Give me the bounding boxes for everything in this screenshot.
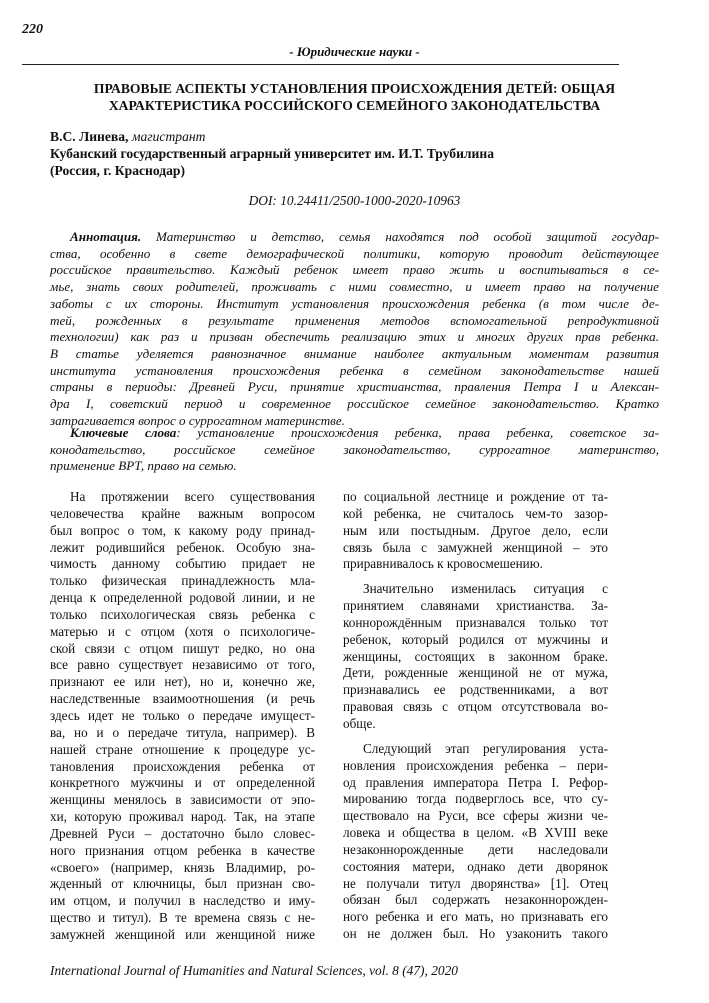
body-line: ществовало на Руси, все сферы жизни че- bbox=[343, 808, 608, 824]
body-line: только психологическая связь ребенка с bbox=[50, 606, 315, 622]
section-header: - Юридические науки - bbox=[289, 44, 420, 59]
paragraph-gap bbox=[343, 733, 608, 741]
body-line: Значительно изменилась ситуация с bbox=[363, 581, 608, 597]
body-line: ного признания отцом ребенка в качестве bbox=[50, 842, 315, 858]
body-line: Древней Руси – достаточно было словес- bbox=[50, 825, 315, 841]
body-line: человечества крайне важным вопросом bbox=[50, 505, 315, 521]
body-line: только физическая принадлежность мла- bbox=[50, 573, 315, 589]
abstract bbox=[50, 229, 659, 429]
body-line: жденный от ключницы, был признан сво- bbox=[50, 876, 315, 892]
body-line: конкретного мужчины и от определенной bbox=[50, 775, 315, 791]
body-line: щество и титул). В те времена связь с не- bbox=[50, 910, 315, 926]
body-line: признавались ее родственниками, а вот bbox=[343, 682, 608, 698]
body-line: наследственные взаимоотношения (и речь bbox=[50, 691, 315, 707]
body-line: правовая связь с отцом отсутствовала во- bbox=[343, 699, 608, 715]
doi: DOI: 10.24411/2500-1000-2020-10963 bbox=[248, 193, 461, 208]
abstract-line: страны в периоды: Древней Руси, принятие христианства, правления Петра I и Алексан- bbox=[50, 379, 659, 395]
keywords bbox=[50, 425, 659, 475]
abstract-line: Аннотация. Материнство и детство, семья находятся под особой защитой государ- bbox=[70, 229, 659, 244]
paragraph-gap bbox=[343, 573, 608, 581]
body-line: тановления происхождения ребенка от bbox=[50, 758, 315, 774]
body-line: ловека и общества в целом. «В XVIII веке bbox=[343, 825, 608, 841]
body-line: денца к определенной родовой линии, и не bbox=[50, 590, 315, 606]
body-line: замужней женщиной или женщиной ниже bbox=[50, 926, 315, 942]
body-line: ва, но и о передаче титула, например). В bbox=[50, 724, 315, 740]
section-rule bbox=[22, 64, 619, 65]
body-line: новления происхождения ребенка – пери- bbox=[343, 757, 608, 773]
abstract-line: ства, особенно в свете демографической политики, которую проводит действующее bbox=[50, 245, 659, 261]
author-line bbox=[50, 128, 205, 145]
keywords-label: Ключевые слова bbox=[70, 425, 177, 440]
body-line: все равно существует независимо от того, bbox=[50, 657, 315, 673]
body-line: признают ее или нет), но и, конечно же, bbox=[50, 674, 315, 690]
abstract-line: дра I, советский период и современное российское семейное законодательство. Кратко bbox=[50, 396, 659, 412]
body-line: ской связи с отцом пишут редко, но она bbox=[50, 640, 315, 656]
body-column-right bbox=[343, 489, 608, 943]
body-line: чимость данному событию придает не bbox=[50, 556, 315, 572]
body-line: Дети, рожденные женщиной не от мужа, bbox=[343, 665, 608, 681]
body-line: связь была с замужней женщиной – это bbox=[343, 539, 608, 555]
body-line: кой ребенка, не считалось чем-то зазор- bbox=[343, 505, 608, 521]
body-line: од правления императора Петра I. Рефор- bbox=[343, 774, 608, 790]
body-line: состояния матери, однако дети дворянок bbox=[343, 858, 608, 874]
keywords-line: конодательство, российское семейное законодательство, суррогатное материнство, bbox=[50, 441, 659, 457]
body-line: матерью и с отцом (хотя о психологиче- bbox=[50, 623, 315, 639]
body-line: ного ребенка и его мать, но признавать его bbox=[343, 909, 608, 925]
abstract-label: Аннотация. bbox=[70, 229, 142, 244]
author-name: В.С. Линева, bbox=[50, 129, 129, 144]
body-line: ным или постыдным. Другое дело, если bbox=[343, 522, 608, 538]
abstract-line: заботы с их стороны. Институт установления происхождения ребенка (в том числе де- bbox=[50, 295, 659, 311]
abstract-line: мье, знать своих родителей, проживать с ними совместно, и имеет право на получение bbox=[50, 279, 659, 295]
abstract-line: института установления происхождения ребенка в семейном законодательстве нашей bbox=[50, 362, 659, 378]
affiliation bbox=[50, 145, 494, 179]
page-number: 220 bbox=[22, 22, 43, 37]
body-line: не получали титул дворянства» [1]. Отец bbox=[343, 875, 608, 891]
keywords-line: применение ВРТ, право на семью. bbox=[50, 458, 237, 474]
body-line: незаконнорожденные дети наследовали bbox=[343, 841, 608, 857]
body-line: ребенок, который родился от мужчины и bbox=[343, 631, 608, 647]
body-line: нашей стране отношение к процедуре ус- bbox=[50, 741, 315, 757]
keywords-line: Ключевые слова: установление происхождения ребенка, права ребенка, советское за- bbox=[70, 425, 659, 440]
body-line: принятием славянами христианства. За- bbox=[343, 598, 608, 614]
affiliation-line: (Россия, г. Краснодар) bbox=[50, 163, 186, 178]
body-line: «своего» (например, князь Владимир, ро- bbox=[50, 859, 315, 875]
body-line: мированию тогда подверглось все, что су- bbox=[343, 791, 608, 807]
body-line: На протяжении всего существования bbox=[70, 489, 315, 504]
body-line: женщины менялось в зависимости от эпо- bbox=[50, 792, 315, 808]
body-line: он не должен был. Но узаконить такого bbox=[343, 926, 608, 942]
abstract-line: технологии) как раз и призван обеспечить реализацию этих и многих других прав ребенка. bbox=[50, 329, 659, 345]
body-line: коннорождённым признавался только тот bbox=[343, 614, 608, 630]
body-line: приравнивалось к кровосмешению. bbox=[343, 556, 543, 572]
affiliation-line: Кубанский государственный аграрный университет им. И.Т. Трубилина bbox=[50, 146, 494, 161]
body-column-left bbox=[50, 489, 315, 944]
body-line: им отцом, и получил в наследство и иму- bbox=[50, 893, 315, 909]
body-line: обязан был содержать незаконнорожден- bbox=[343, 892, 608, 908]
abstract-line: В статье уделяется равнозначное внимание наиболее актуальным моментам развития bbox=[50, 345, 659, 361]
body-line: Следующий этап регулирования уста- bbox=[363, 740, 608, 756]
body-line: обще. bbox=[343, 715, 376, 731]
journal-footer: International Journal of Humanities and Natural Sciences, vol. 8 (47), 2020 bbox=[50, 963, 458, 978]
title-line: ПРАВОВЫЕ АСПЕКТЫ УСТАНОВЛЕНИЯ ПРОИСХОЖДЕНИЯ ДЕТЕЙ: ОБЩАЯ bbox=[93, 81, 616, 96]
body-line: был вопрос о том, к какому роду принад- bbox=[50, 522, 315, 538]
body-line: женщины, состоящих в законном браке. bbox=[343, 648, 608, 664]
abstract-line: российское правительство. Каждый ребенок имеет право жить и воспитываться в се- bbox=[50, 262, 659, 278]
body-line: лежит родившийся ребенок. Особую зна- bbox=[50, 539, 315, 555]
body-line: хи, которую проживал народ. Так, на этапе bbox=[50, 809, 315, 825]
author-role: магистрант bbox=[131, 129, 206, 144]
title-line: ХАРАКТЕРИСТИКА РОССИЙСКОГО СЕМЕЙНОГО ЗАКОНОДАТЕЛЬСТВА bbox=[108, 98, 601, 113]
body-line: здесь идет не только о передаче имущест- bbox=[50, 707, 315, 723]
body-line: по социальной лестнице и рождение от та- bbox=[343, 489, 608, 504]
abstract-line: затрагивается вопрос о суррогатном материнстве. bbox=[50, 412, 345, 428]
article-title bbox=[34, 80, 675, 114]
abstract-line: тей, рожденных в результате применения методов вспомогательной репродуктивной bbox=[50, 312, 659, 328]
